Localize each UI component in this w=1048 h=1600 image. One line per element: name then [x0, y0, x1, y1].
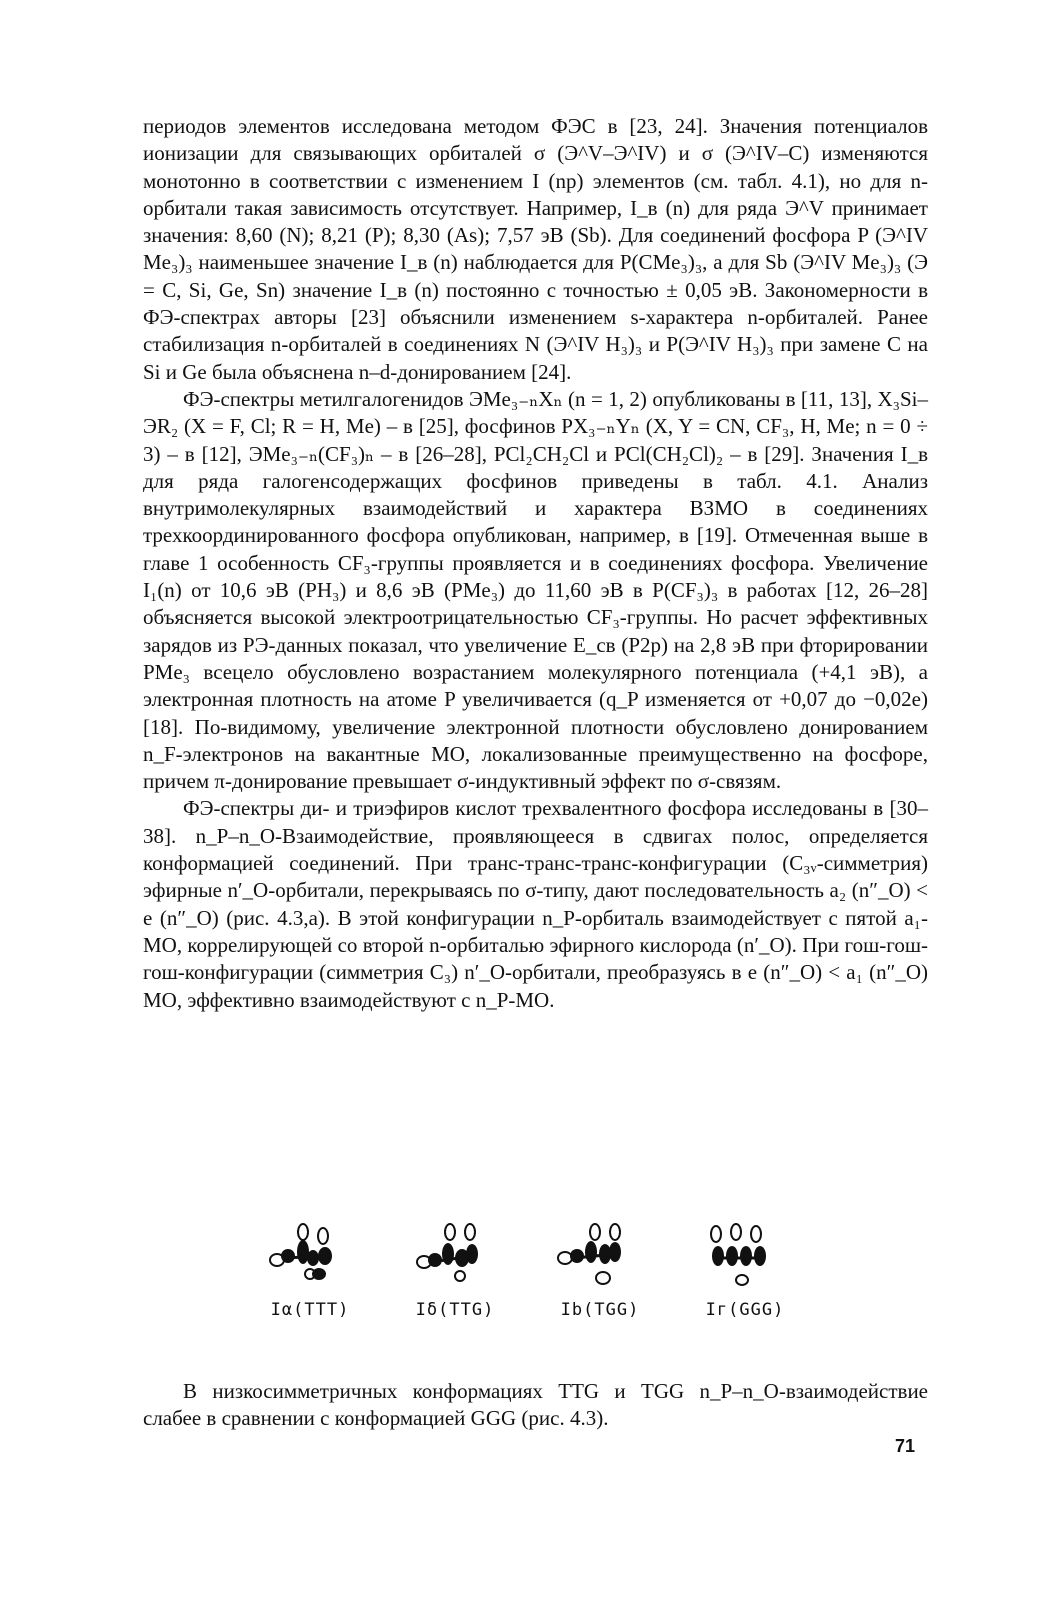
- figure-ttt: [255, 1218, 365, 1348]
- figure-tgg: [545, 1218, 655, 1348]
- figure-ttg: [400, 1218, 510, 1348]
- orbital-figures: [255, 1218, 800, 1348]
- page-number: 71: [895, 1436, 916, 1456]
- body-text: [143, 113, 928, 1014]
- orbital-diagram-ggg: [690, 1218, 800, 1298]
- figure-label: Iδ(TTG): [415, 1300, 495, 1320]
- figure-ggg: [690, 1218, 800, 1348]
- closing-text: [143, 1378, 928, 1433]
- paragraph-3: ФЭ-спектры ди- и триэфиров кислот трехвалентного фосфора исследованы в [30–38]. n_P–n_O-Взаимодействие, проявляющееся в сдвигах полос, определяется конформацией соединений. При транс-транс-транс-конфигурации (C₃ᵥ-симметрия) эфирные n′_O-орбитали, перекрываясь по σ-типу, дают последовательность a₂ (n″_O) < e (n″_O) (рис. 4.3,a). В этой конфигурации n_P-орбиталь взаимодействует с пятой a₁-МО, коррелирующей со второй n-орбиталью эфирного кислорода (n′_O). При гош-гош-гош-конфигурации (симметрия C₃) n′_O-орбитали, преобразуясь в e (n″_O) < a₁ (n″_O) МО, эффективно взаимодействуют с n_P-МО.: [143, 796, 928, 1012]
- orbital-diagram-ttg: [400, 1218, 510, 1298]
- closing-paragraph: В низкосимметричных конформациях TTG и TGG n_P–n_O-взаимодействие слабее в сравнении с конформацией GGG (рис. 4.3).: [143, 1379, 928, 1431]
- figure-label: Ib(TGG): [560, 1300, 640, 1320]
- paragraph-2: ФЭ-спектры метилгалогенидов ЭMe₃₋ₙXₙ (n = 1, 2) опубликованы в [11, 13], X₃Si–ЭR₂ (X = F, Cl; R = H, Me) – в [25], фосфинов PX₃₋ₙYₙ (X, Y = CN, CF₃, H, Me; n = 0 ÷ 3) – в [12], ЭMe₃₋ₙ(CF₃)ₙ – в [26–28], PCl₂CH₂Cl и PCl(CH₂Cl)₂ – в [29]. Значения I_в для ряда галогенсодержащих фосфинов приведены в табл. 4.1. Анализ внутримолекулярных взаимодействий и характера ВЗМО в соединениях трехкоординированного фосфора опубликован, например, в [19]. Отмеченная выше в главе 1 особенность CF₃-группы проявляется и в соединениях фосфора. Увеличение I₁(n) от 10,6 эВ (PH₃) и 8,6 эВ (PMe₃) до 11,60 эВ в P(CF₃)₃ в работах [12, 26–28] объясняется высокой электроотрицательностью CF₃-группы. Но расчет эффективных зарядов из РЭ-данных показал, что увеличение E_св (P2p) на 2,8 эВ при фторировании PMe₃ всецело обусловлено возрастанием молекулярного потенциала (+4,1 эВ), а электронная плотность на атоме P увеличивается (q_P изменяется от +0,07 до −0,02e) [18]. По-видимому, увеличение электронной плотности обусловлено донированием n_F-электронов на вакантные МО, локализованные преимущественно на фосфоре, причем π-донирование превышает σ-индуктивный эффект по σ-связям.: [143, 386, 928, 794]
- figure-label: Iг(GGG): [705, 1300, 785, 1320]
- paragraph-1: периодов элементов исследована методом ФЭС в [23, 24]. Значения потенциалов ионизации для связывающих орбиталей σ (Э^V–Э^IV) и σ (Э^IV–С) изменяются монотонно в соответствии с изменением I (np) элементов (см. табл. 4.1), но для n-орбитали такая зависимость отсутствует. Например, I_в (n) для ряда Э^V принимает значения: 8,60 (N); 8,21 (P); 8,30 (As); 7,57 эВ (Sb). Для соединений фосфора P (Э^IV Me₃)₃ наименьшее значение I_в (n) наблюдается для P(CMe₃)₃, а для Sb (Э^IV Me₃)₃ (Э = C, Si, Ge, Sn) значение I_в (n) постоянно с точностью ± 0,05 эВ. Закономерности в ФЭ-спектрах авторы [23] объяснили изменением s-характера n-орбиталей. Ранее стабилизация n-орбиталей в соединениях N (Э^IV H₃)₃ и P(Э^IV H₃)₃ при замене C на Si и Ge была объяснена n–d-донированием [24].: [143, 114, 928, 384]
- figure-label: Iα(TTT): [270, 1300, 350, 1320]
- orbital-diagram-tgg: [545, 1218, 655, 1298]
- orbital-diagram-ttt: [255, 1218, 365, 1298]
